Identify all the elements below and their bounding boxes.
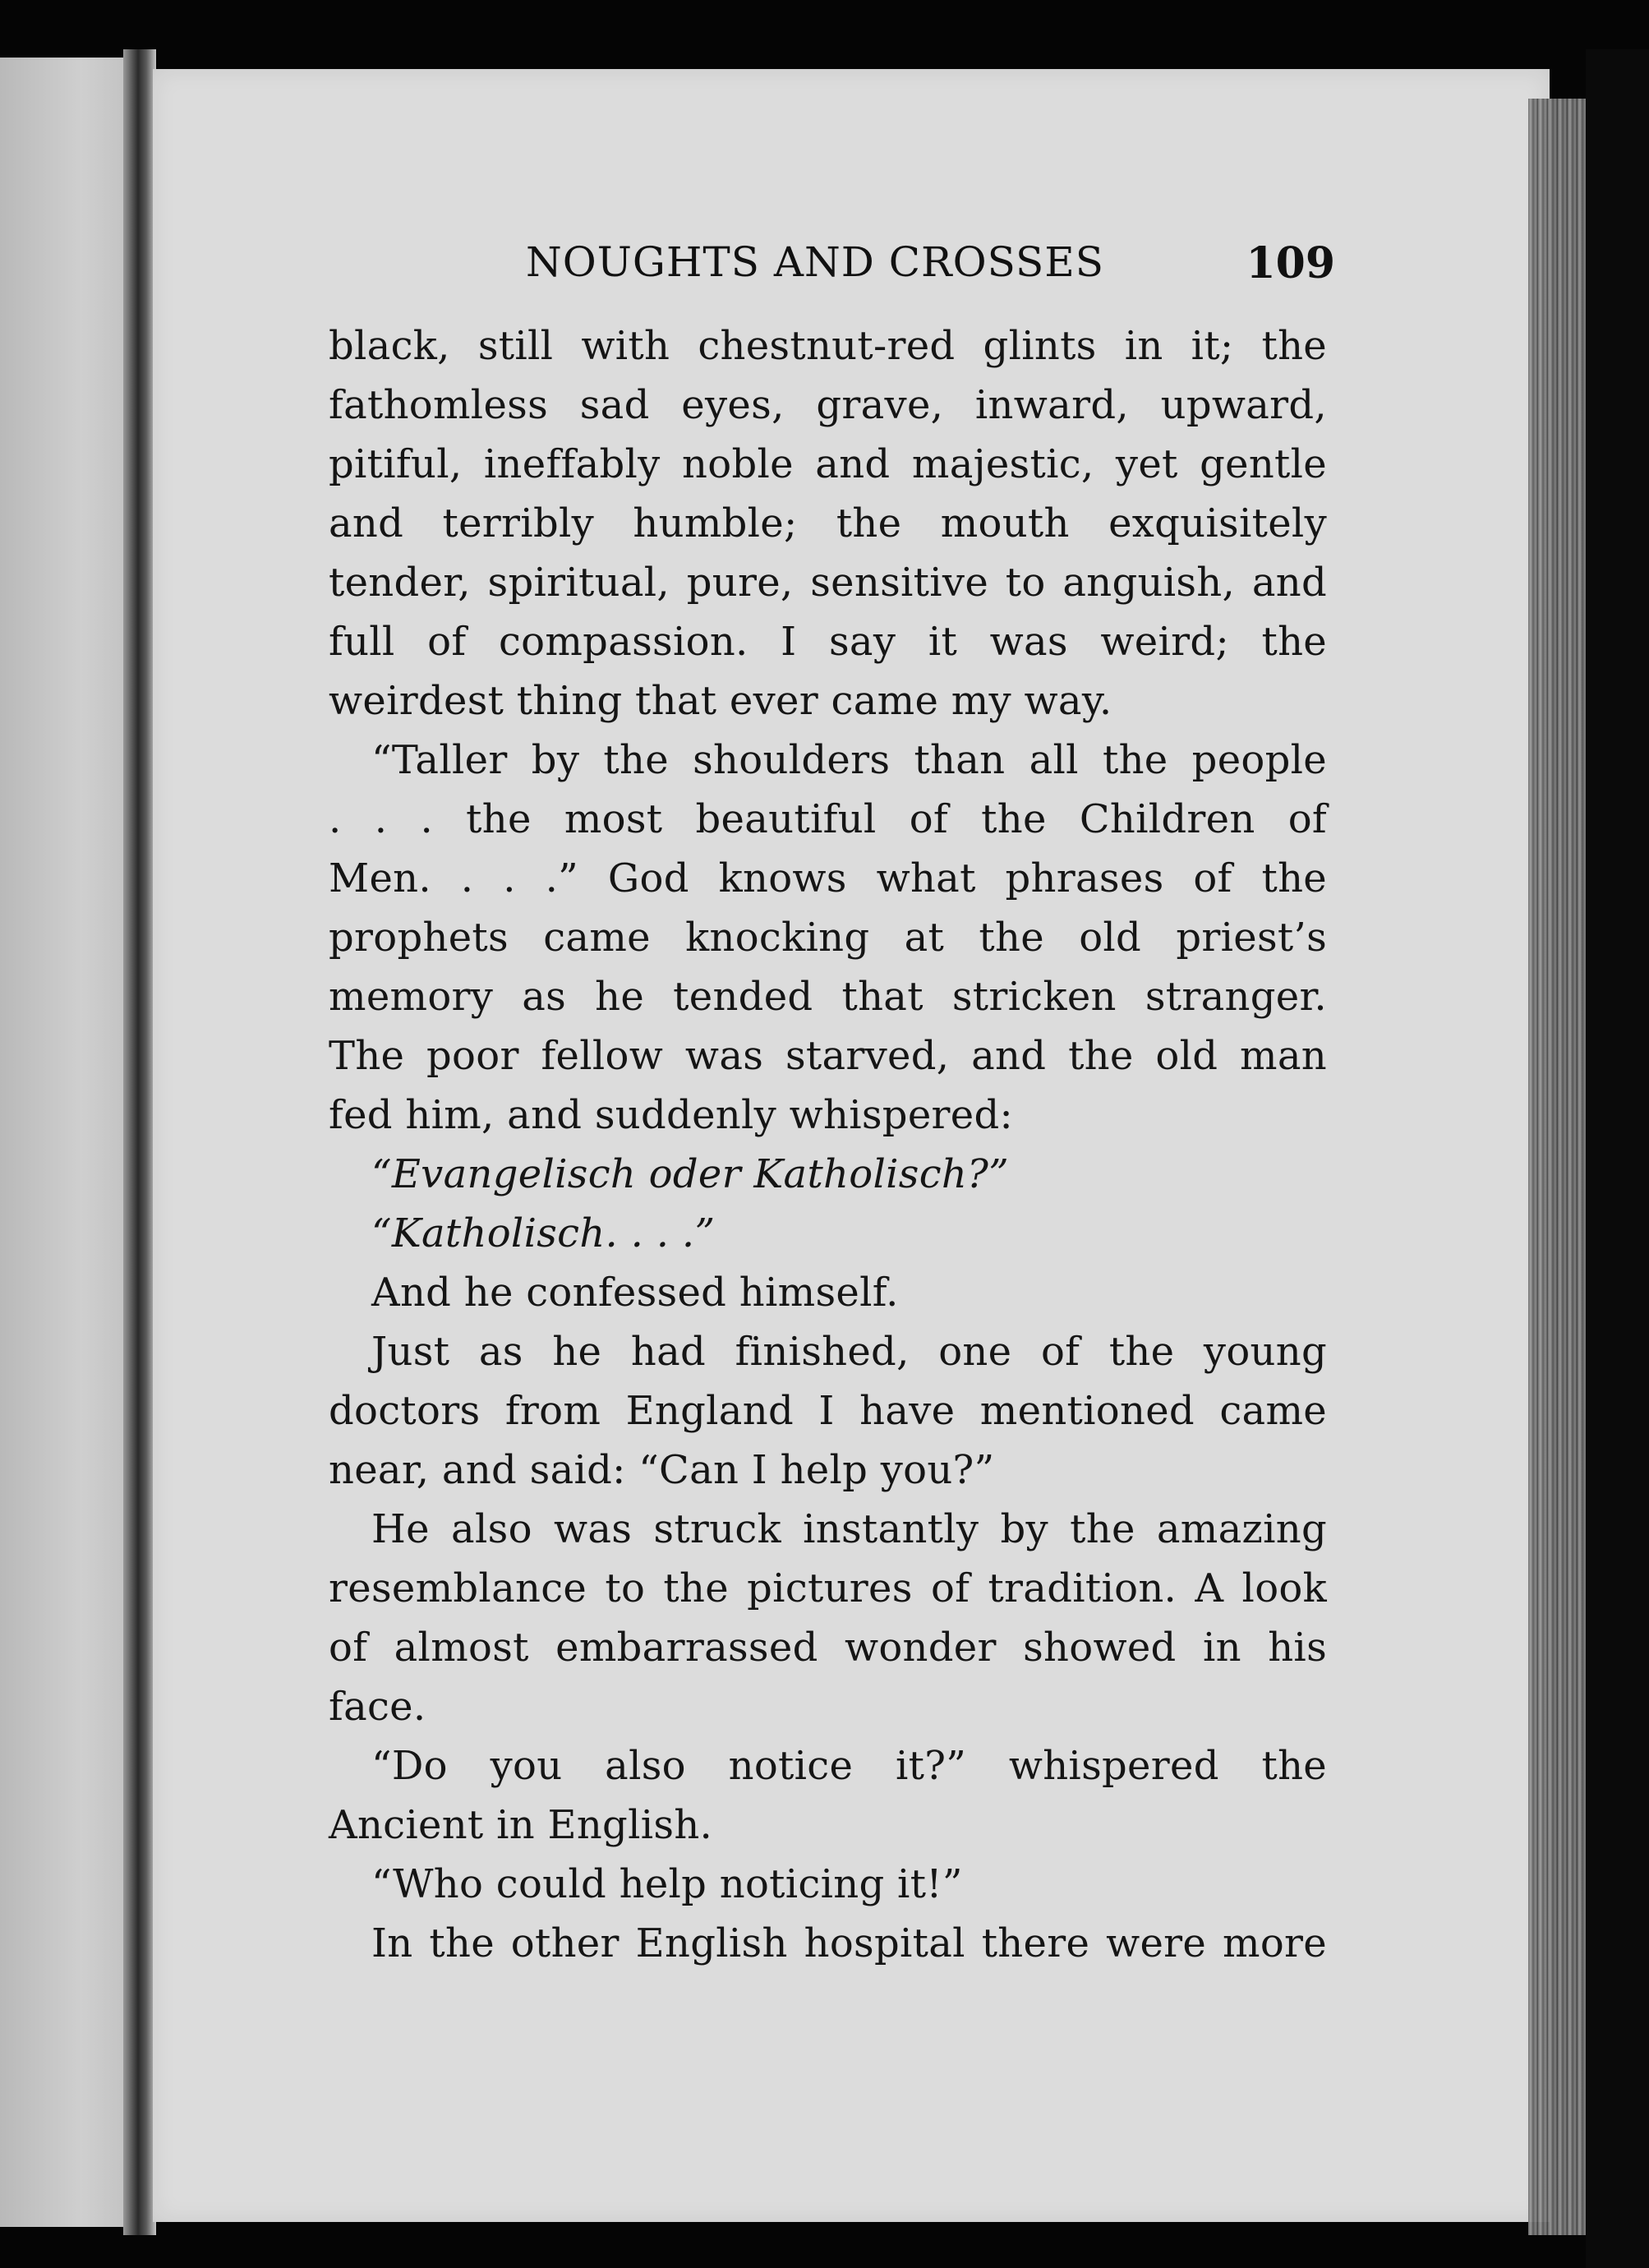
dark-background-edge (1586, 49, 1649, 2268)
text-line: “Who could help noticing it!” (371, 1861, 963, 1907)
book-gutter (123, 49, 156, 2235)
text-line: resemblance to the pictures of tradition. A look (329, 1565, 1327, 1611)
text-line: black, still with chestnut-red glints in it; the (329, 323, 1327, 369)
text-line: “Taller by the shoulders than all the people (371, 737, 1327, 783)
body-text (329, 316, 1327, 1973)
text-line: fathomless sad eyes, grave, inward, upward, (329, 382, 1327, 428)
text-line: near, and said: “Can I help you?” (329, 1447, 995, 1493)
text-line: prophets came knocking at the old priest’s (329, 915, 1327, 961)
text-line: doctors from England I have mentioned came (329, 1388, 1327, 1434)
page-number: 109 (1246, 238, 1335, 288)
page-header (329, 238, 1335, 296)
text-line: weirdest thing that ever came my way. (329, 678, 1112, 724)
text-line: “Evangelisch oder Katholisch?” (371, 1151, 1009, 1197)
text-line: Ancient in English. (329, 1802, 713, 1848)
text-line: And he confessed himself. (371, 1270, 899, 1316)
text-line: Just as he had finished, one of the young (371, 1329, 1327, 1375)
text-line: The poor fellow was starved, and the old man (329, 1033, 1327, 1079)
text-line: Men. . . .” God knows what phrases of the (329, 855, 1327, 901)
text-line: of almost embarrassed wonder showed in his (329, 1625, 1327, 1671)
text-line: “Do you also notice it?” whispered the (371, 1743, 1327, 1789)
text-line: full of compassion. I say it was weird; the (329, 619, 1327, 665)
text-line: memory as he tended that stricken stranger. (329, 974, 1327, 1020)
running-head: NOUGHTS AND CROSSES (526, 238, 1105, 286)
text-line: In the other English hospital there were more (371, 1920, 1327, 1966)
text-line: and terribly humble; the mouth exquisitely (329, 500, 1327, 546)
text-line: pitiful, ineffably noble and majestic, yet gentle (329, 441, 1327, 487)
text-line: face. (329, 1684, 426, 1730)
text-line: “Katholisch. . . .” (371, 1210, 716, 1256)
text-line: He also was struck instantly by the amazing (371, 1506, 1327, 1552)
text-line: tender, spiritual, pure, sensitive to anguish, and (329, 560, 1327, 606)
text-line: fed him, and suddenly whispered: (329, 1092, 1013, 1138)
text-line: . . . the most beautiful of the Children of (329, 796, 1327, 842)
